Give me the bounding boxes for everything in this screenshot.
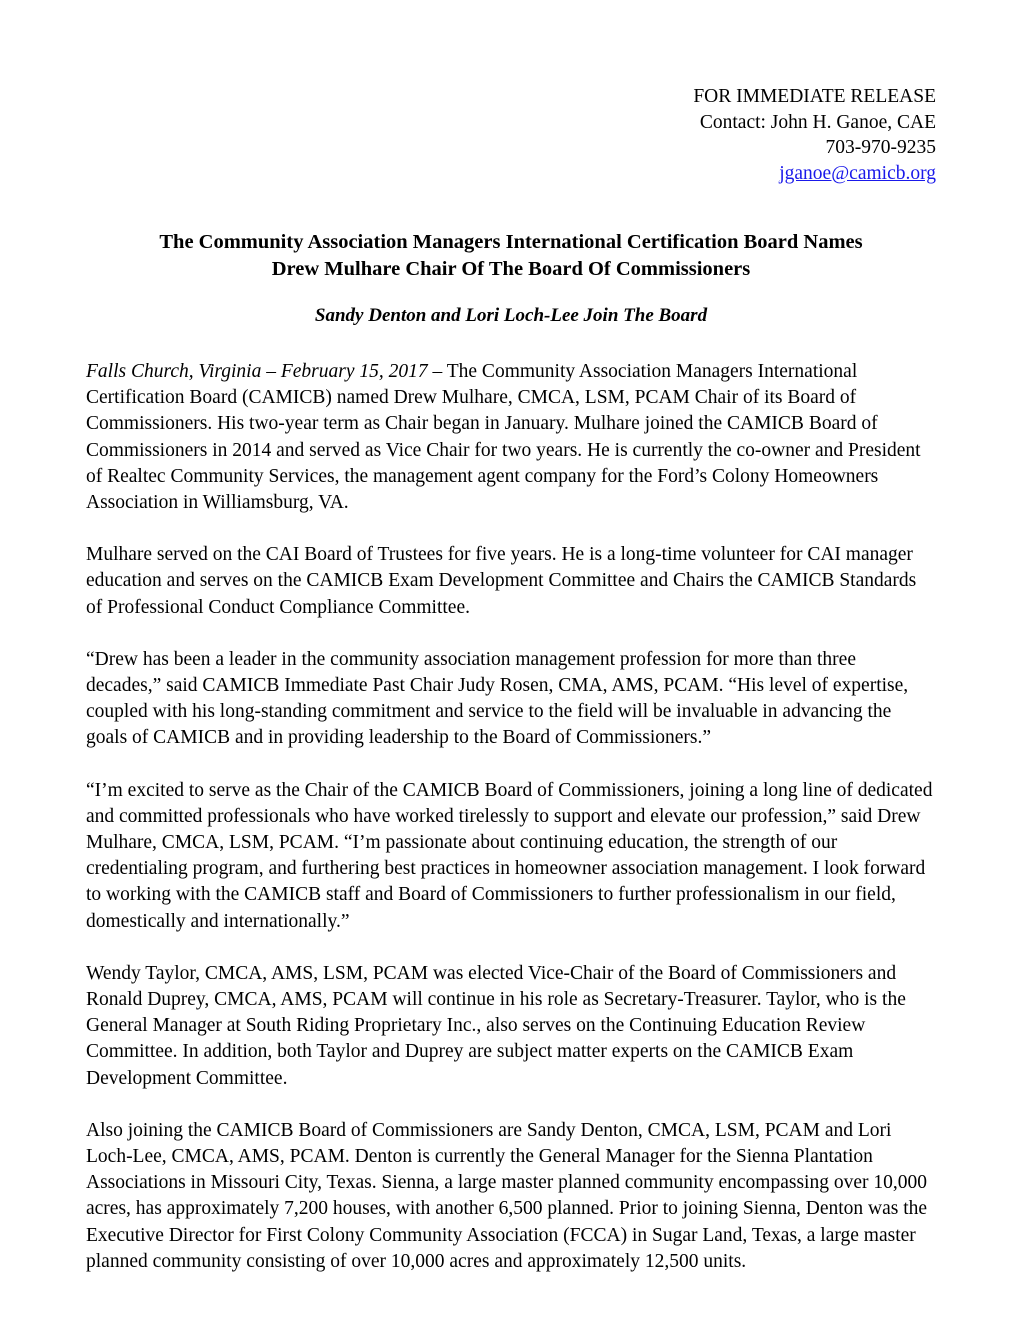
dateline: Falls Church, Virginia – February 15, 2017: [86, 361, 428, 382]
release-header-block: [86, 84, 936, 186]
paragraph-5: Wendy Taylor, CMCA, AMS, LSM, PCAM was elected Vice-Chair of the Board of Commissioners and Ronald Duprey, CMCA, AMS, PCAM will continue in his role as Secretary-Treasurer. Taylor, who is the General Manager at South Riding Proprietary Inc., also serves on the Continuing Education Review Committee. In addition, both Taylor and Duprey are subject matter experts on the CAMICB Exam Development Committee.: [86, 962, 906, 1089]
paragraph-2: Mulhare served on the CAI Board of Trustees for five years. He is a long-time volunteer for CAI manager education and serves on the CAMICB Exam Development Committee and Chairs the CAMICB Standards of Professional Conduct Compliance Committee.: [86, 544, 917, 618]
paragraph-1-text: – The Community Association Managers International Certification Board (CAMICB) named Drew Mulhare, CMCA, LSM, PCAM Chair of its Board of Commissioners. His two-year term as Chair began in January. Mulhare joined the CAMICB Board of Commissioners in 2014 and served as Vice Chair for two years. He is currently the co-owner and President of Realtec Community Services, the management agent company for the Ford’s Colony Homeowners Association in Williamsburg, VA.: [86, 361, 921, 514]
document-content: [86, 84, 936, 1275]
paragraph-6: Also joining the CAMICB Board of Commissioners are Sandy Denton, CMCA, LSM, PCAM and Lori Loch-Lee, CMCA, AMS, PCAM. Denton is currently the General Manager for the Sienna Plantation Associations in Missouri City, Texas. Sienna, a large master planned community encompassing over 10,000 acres, has approximately 7,200 houses, with another 6,500 planned. Prior to joining Sienna, Denton was the Executive Director for First Colony Community Association (FCCA) in Sugar Land, Texas, a large master planned community consisting of over 10,000 acres and approximately 12,500 units.: [86, 1119, 928, 1272]
contact-phone-label: 703-970-9235: [825, 137, 936, 158]
paragraph-4: “I’m excited to serve as the Chair of the CAMICB Board of Commissioners, joining a long line of dedicated and committed professionals who have worked tirelessly to support and elevate our profession,” said Drew Mulhare, CMCA, LSM, PCAM. “I’m passionate about continuing education, the strength of our credentialing program, and furthering best practices in homeowner association management. I look forward to working with the CAMICB staff and Board of Commissioners to further professionalism in our field, domestically and internationally.”: [86, 779, 933, 932]
for-immediate-release-label: FOR IMMEDIATE RELEASE: [693, 86, 936, 107]
paragraph-1: [86, 359, 936, 516]
page-title-line-2: Drew Mulhare Chair Of The Board Of Commissioners: [271, 258, 751, 280]
body-copy: [86, 359, 936, 1275]
contact-name-label: Contact: John H. Ganoe, CAE: [699, 111, 936, 133]
page-title: [86, 229, 936, 283]
paragraph-3: “Drew has been a leader in the community association management profession for more than three decades,” said CAMICB Immediate Past Chair Judy Rosen, CMA, AMS, PCAM. “His level of expertise, coupled with his long-standing commitment and service to the field will be invaluable in advancing the goals of CAMICB and in providing leadership to the Board of Commissioners.”: [86, 648, 909, 749]
contact-email-link[interactable]: jganoe@camicb.org: [779, 162, 936, 184]
page-title-line-1: The Community Association Managers International Certification Board Names: [159, 231, 863, 253]
contact-email-line: [86, 161, 936, 187]
page-subtitle: Sandy Denton and Lori Loch-Lee Join The Board: [314, 305, 708, 326]
